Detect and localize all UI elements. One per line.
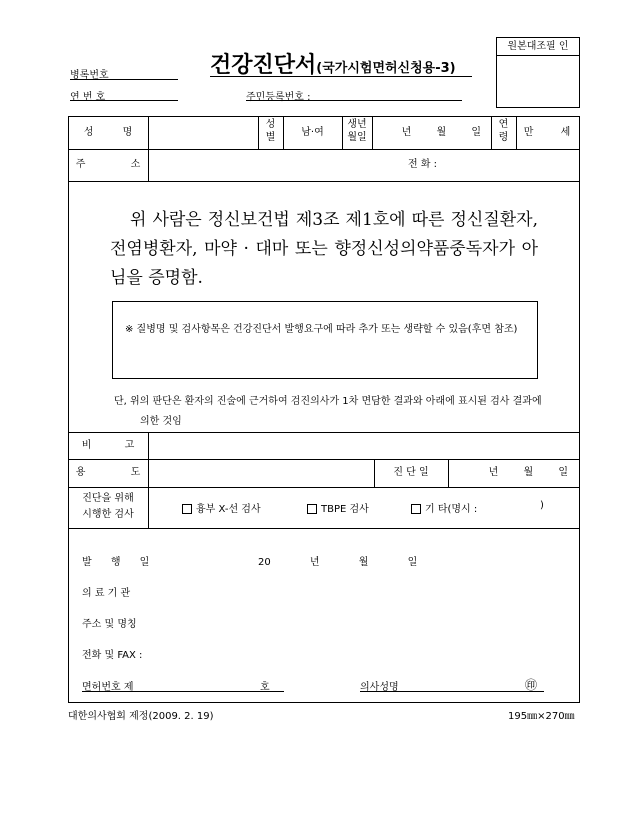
address-label: 주 소 [75,159,141,170]
tests-label [68,491,148,523]
page-title [210,48,456,79]
judgement-note: 단, 위의 판단은 환자의 진술에 근거하여 검진의사가 1차 면담한 결과와 아래에 표시된 검사 결과에 의한 것임 [114,396,542,427]
license-field[interactable] [82,690,284,692]
issue-date-label: 발 행 일 [82,557,150,568]
remark-label: 비 고 [81,440,135,451]
divider [68,528,579,529]
doctor-field[interactable] [360,690,544,692]
note-box [112,301,538,379]
remark-field[interactable] [149,433,577,458]
birth-label: 생년 월일 [347,119,367,143]
title-underline [210,76,472,77]
institution-address-label: 주소 및 명칭 [82,619,137,630]
diag-date-label: 진 단 일 [393,467,429,478]
serial-label: 연 번 호 [70,92,106,103]
stamp-box [496,37,580,108]
sex-label: 성 별 [265,119,276,143]
doctor-label: 의사성명 [360,682,399,693]
certification-statement: 위 사람은 정신보건법 제3조 제1호에 따른 정신질환자, 전염병환자, 마약 · 대마 또는 향정신성의약품중독자가 아님을 증명함. [110,210,538,288]
phone-label: 전 화 : [408,159,438,170]
institution-label: 의 료 기 관 [82,588,131,599]
checkbox[interactable] [307,504,317,514]
reg-no-label: 병록번호 [70,70,109,81]
usage-field[interactable] [149,460,373,486]
divider [68,181,579,182]
resident-field[interactable] [246,99,462,101]
serial-field[interactable] [70,99,178,101]
test-other-close: ) [540,500,544,511]
test-other[interactable] [411,500,477,515]
divider [68,487,579,488]
title-sub: (국가시험면허신청용-3) [316,61,456,76]
issue-date-value[interactable]: 20 년 월 일 [258,557,418,568]
footer-org: 대한의사협회 제정(2009. 2. 19) [68,711,214,722]
license-label: 면허번호 제 [82,682,134,693]
age-label: 연 령 [498,119,509,143]
phone-fax-label: 전화 및 FAX : [82,650,143,661]
test-other-label: 기 타(명시 : [425,504,478,515]
title-main: 건강진단서 [210,53,317,78]
test-chest-label: 흉부 X-선 검사 [196,504,261,515]
test-tbpe-label: TBPE 검사 [321,504,369,515]
name-field[interactable] [149,117,257,148]
checkbox[interactable] [411,504,421,514]
resident-label: 주민등록번호 : [246,92,311,103]
diag-date-value[interactable]: 년 월 일 [488,467,568,478]
test-chest[interactable] [182,500,261,515]
address-field[interactable] [149,150,399,180]
seal-mark: ㊞ [525,678,538,692]
reg-no-field[interactable] [70,78,178,80]
birth-value[interactable]: 년 월 일 [401,127,481,138]
test-tbpe[interactable] [307,500,369,515]
license-suffix: 호 [260,682,270,693]
stamp-label: 원본대조필 인 [497,38,579,56]
age-value[interactable]: 만 세 [523,127,571,138]
note-text: ※ 질병명 및 검사항목은 건강진단서 발행요구에 따라 추가 또는 생략할 수 있음(후면 참조) [125,324,518,335]
footer-size: 195㎜×270㎜ [508,711,575,722]
tests-label-line: 진단을 위해 [82,493,134,504]
name-label: 성 명 [83,127,133,138]
tests-label-line: 시행한 검사 [82,509,134,520]
sex-value[interactable]: 남·여 [301,127,324,138]
checkbox[interactable] [182,504,192,514]
usage-label: 용 도 [75,467,141,478]
